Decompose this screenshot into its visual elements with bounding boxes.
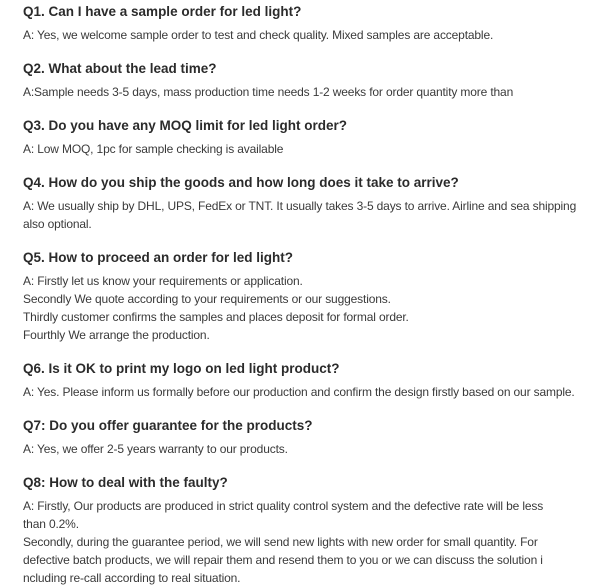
faq-answer <box>23 497 614 587</box>
faq-answer-line: A: Firstly, Our products are produced in strict quality control system and the defective rate will be less <box>23 499 544 513</box>
faq-question: Q1. Can I have a sample order for led light? <box>23 4 302 19</box>
faq-answer-line: A:Sample needs 3-5 days, mass production time needs 1-2 weeks for order quantity more than <box>23 85 514 99</box>
faq-question: Q5. How to proceed an order for led light? <box>23 250 294 265</box>
faq-answer-line: A: Yes, we welcome sample order to test and check quality. Mixed samples are acceptable. <box>23 28 494 42</box>
faq-question: Q3. Do you have any MOQ limit for led light order? <box>23 118 348 133</box>
faq-item <box>23 246 614 344</box>
faq-item <box>23 357 614 401</box>
faq-answer <box>23 26 614 44</box>
faq-answer <box>23 272 614 344</box>
faq-answer <box>23 83 614 101</box>
faq-answer <box>23 197 614 233</box>
faq-answer-line: ncluding re-call according to real situation. <box>23 571 241 585</box>
faq-question: Q2. What about the lead time? <box>23 61 217 76</box>
faq-answer <box>23 140 614 158</box>
faq-question: Q6. Is it OK to print my logo on led light product? <box>23 361 340 376</box>
faq-question: Q4. How do you ship the goods and how long does it take to arrive? <box>23 175 459 190</box>
faq-answer <box>23 383 614 401</box>
faq-item <box>23 57 614 101</box>
faq-item <box>23 171 614 233</box>
faq-answer-line: Secondly We quote according to your requirements or our suggestions. <box>23 292 391 306</box>
faq-answer-line: A: Firstly let us know your requirements or application. <box>23 274 303 288</box>
faq-question: Q8: How to deal with the faulty? <box>23 475 228 490</box>
faq-answer-line: also optional. <box>23 217 92 231</box>
faq-answer-line: Thirdly customer confirms the samples and places deposit for formal order. <box>23 310 409 324</box>
faq-answer <box>23 440 614 458</box>
faq-item <box>23 0 614 44</box>
faq-item <box>23 114 614 158</box>
faq-answer-line: Secondly, during the guarantee period, we will send new lights with new order for small quantity. For <box>23 535 538 549</box>
faq-answer-line: A: We usually ship by DHL, UPS, FedEx or TNT. It usually takes 3-5 days to arrive. Airline and sea shipping <box>23 199 577 213</box>
faq-answer-line: defective batch products, we will repair them and resend them to you or we can discuss the solution i <box>23 553 543 567</box>
faq-answer-line: than 0.2%. <box>23 517 79 531</box>
faq-answer-line: A: Yes. Please inform us formally before our production and confirm the design firstly based on our sample. <box>23 385 575 399</box>
faq-item <box>23 471 614 587</box>
faq-question: Q7: Do you offer guarantee for the products? <box>23 418 313 433</box>
faq-answer-line: Fourthly We arrange the production. <box>23 328 210 342</box>
faq-answer-line: A: Low MOQ, 1pc for sample checking is available <box>23 142 284 156</box>
faq-item <box>23 414 614 458</box>
faq-answer-line: A: Yes, we offer 2-5 years warranty to our products. <box>23 442 288 456</box>
